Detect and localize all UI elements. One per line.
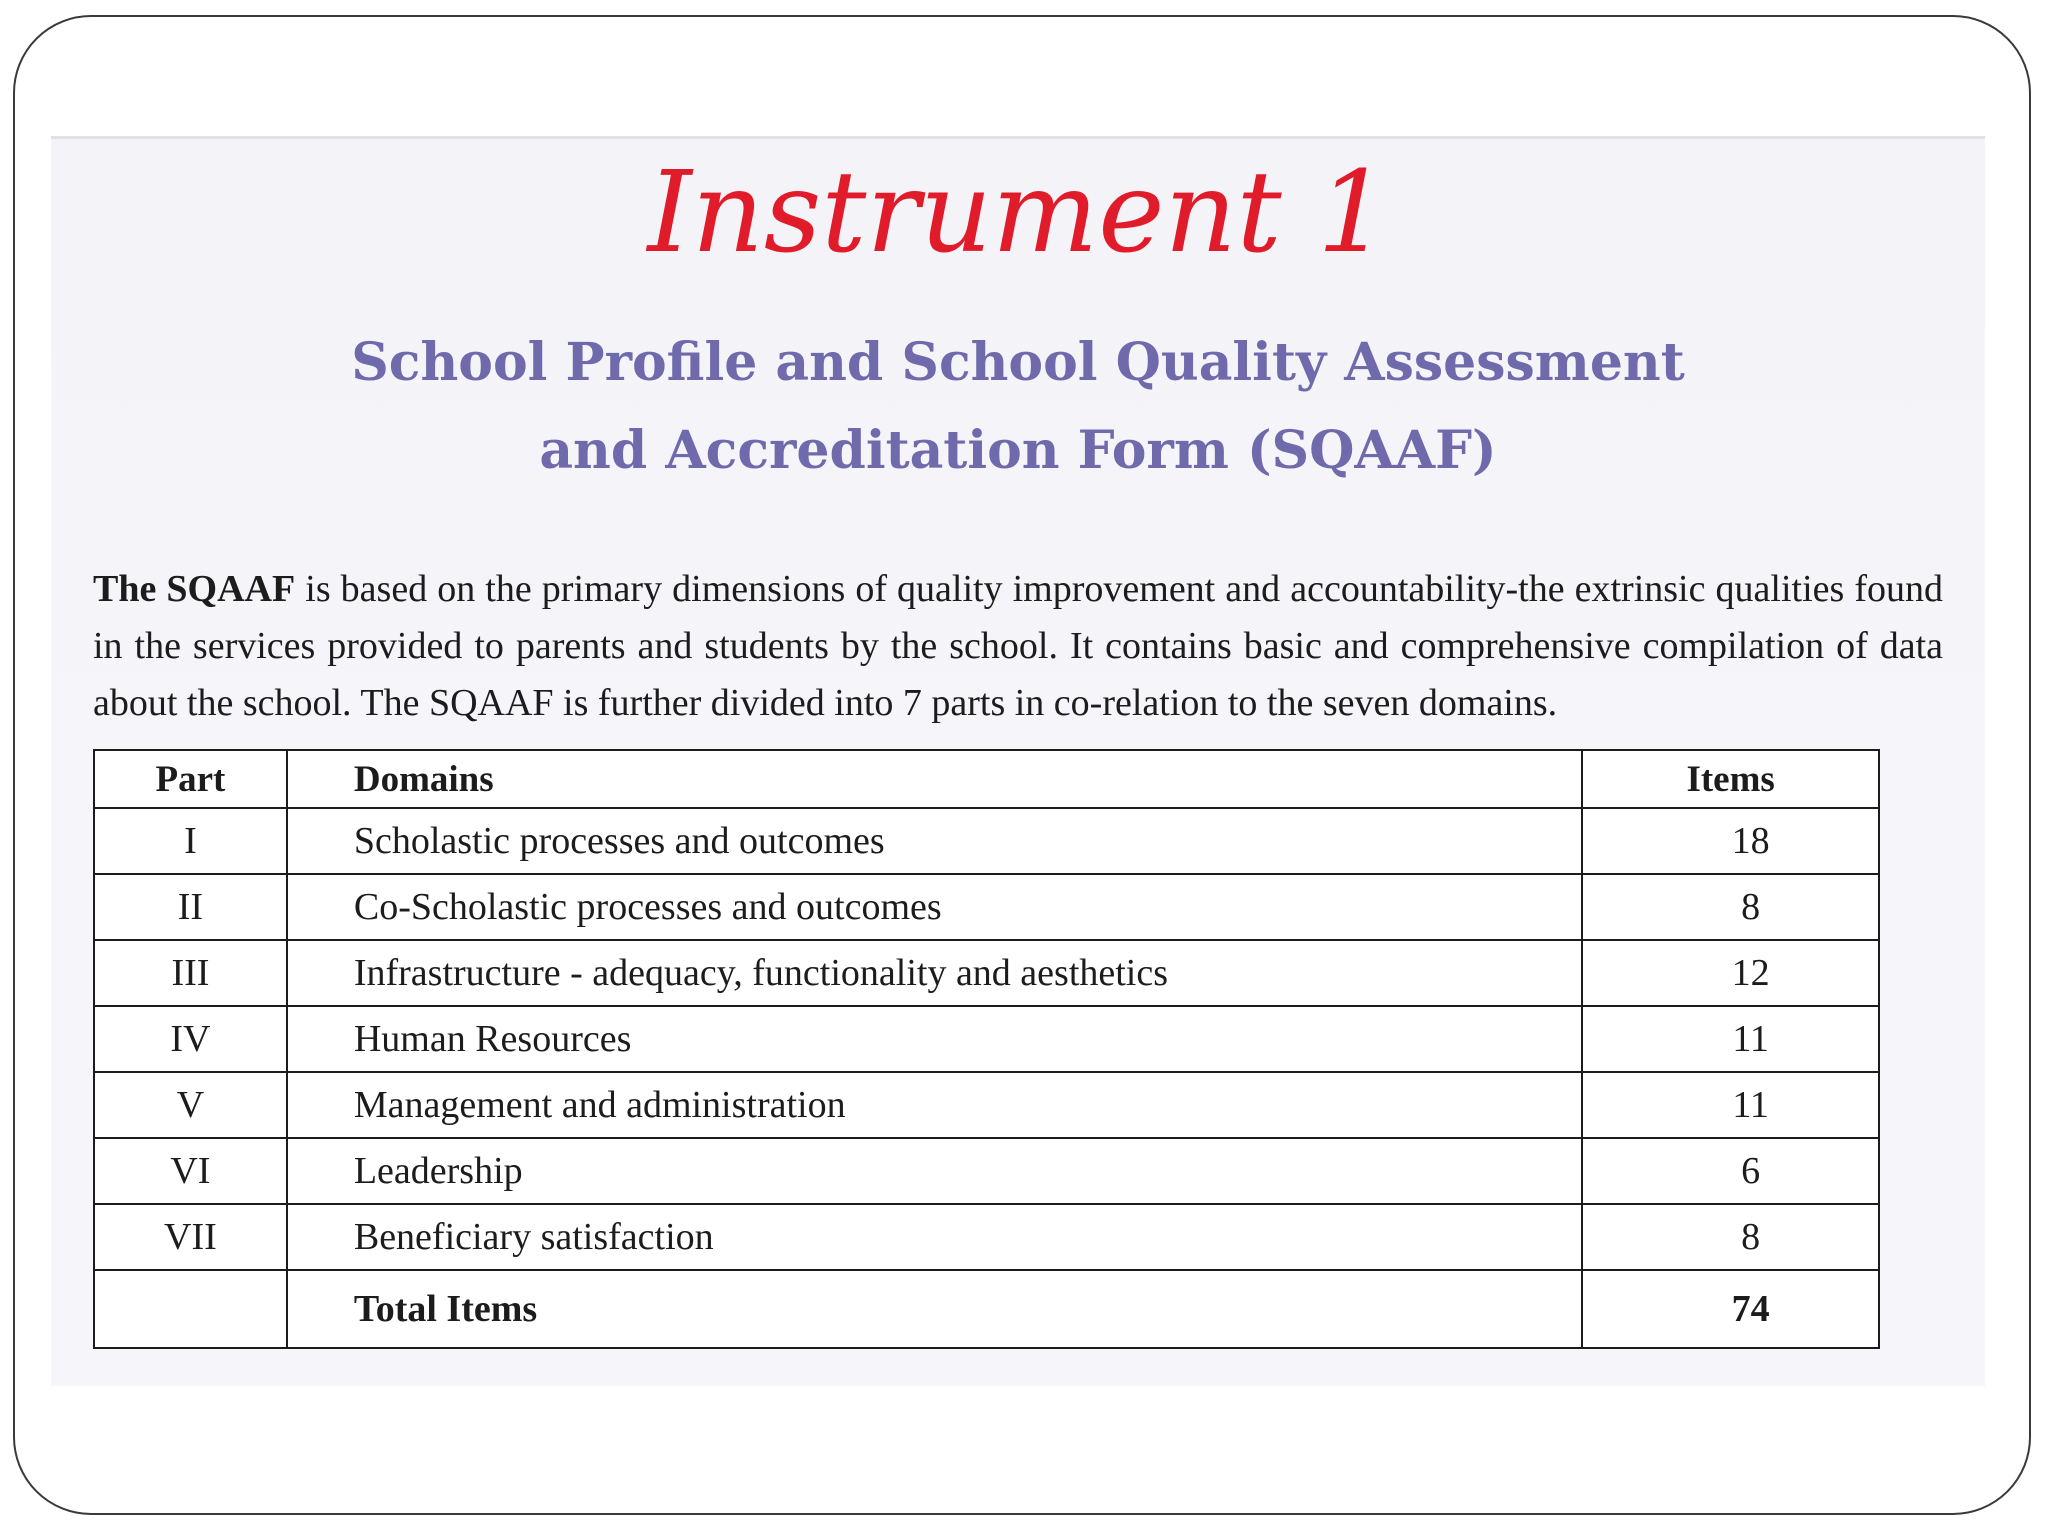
table-row: [94, 1006, 1879, 1072]
domain-cell: Human Resources: [287, 1006, 1582, 1072]
part-cell: IV: [94, 1006, 287, 1072]
instrument-heading: [51, 139, 1985, 289]
domains-table: [93, 749, 1880, 1349]
items-cell: 6: [1582, 1138, 1879, 1204]
domain-cell: Scholastic processes and outcomes: [287, 808, 1582, 874]
part-cell: III: [94, 940, 287, 1006]
items-cell: 8: [1582, 874, 1879, 940]
part-cell: VII: [94, 1204, 287, 1270]
table-row: [94, 1072, 1879, 1138]
part-cell: II: [94, 874, 287, 940]
total-items: 74: [1582, 1270, 1879, 1348]
domain-cell: Infrastructure - adequacy, functionality and aesthetics: [287, 940, 1582, 1006]
domain-cell: Co-Scholastic processes and outcomes: [287, 874, 1582, 940]
items-cell: 11: [1582, 1006, 1879, 1072]
total-part-cell: [94, 1270, 287, 1348]
table-header-row: [94, 750, 1879, 808]
table-row: [94, 874, 1879, 940]
total-row: [94, 1270, 1879, 1348]
heading-text: Instrument 1: [647, 148, 1389, 278]
part-cell: V: [94, 1072, 287, 1138]
content-panel: [51, 136, 1985, 1386]
subtitle-line-2: and Accreditation Form (SQAAF): [539, 420, 1497, 481]
header-items: Items: [1582, 750, 1879, 808]
domain-cell: Leadership: [287, 1138, 1582, 1204]
items-cell: 8: [1582, 1204, 1879, 1270]
table-row: [94, 1138, 1879, 1204]
table-row: [94, 940, 1879, 1006]
total-label: Total Items: [287, 1270, 1582, 1348]
intro-lead: The SQAAF: [93, 568, 296, 610]
part-cell: VI: [94, 1138, 287, 1204]
part-cell: I: [94, 808, 287, 874]
items-cell: 18: [1582, 808, 1879, 874]
table-row: [94, 808, 1879, 874]
intro-text: is based on the primary dimensions of quality improvement and accountability-the extrinsic qualities found in the services provided to parents and students by the school. It contains basic and comprehensive compilation of data about the school. The SQAAF is further divided into 7 parts in co-relation to the seven domains.: [93, 568, 1943, 724]
header-domains: Domains: [287, 750, 1582, 808]
subtitle-line-1: School Profile and School Quality Assessment: [351, 332, 1685, 393]
table-row: [94, 1204, 1879, 1270]
header-part: Part: [94, 750, 287, 808]
domain-cell: Management and administration: [287, 1072, 1582, 1138]
items-cell: 12: [1582, 940, 1879, 1006]
intro-paragraph: [93, 561, 1943, 732]
domain-cell: Beneficiary satisfaction: [287, 1204, 1582, 1270]
items-cell: 11: [1582, 1072, 1879, 1138]
